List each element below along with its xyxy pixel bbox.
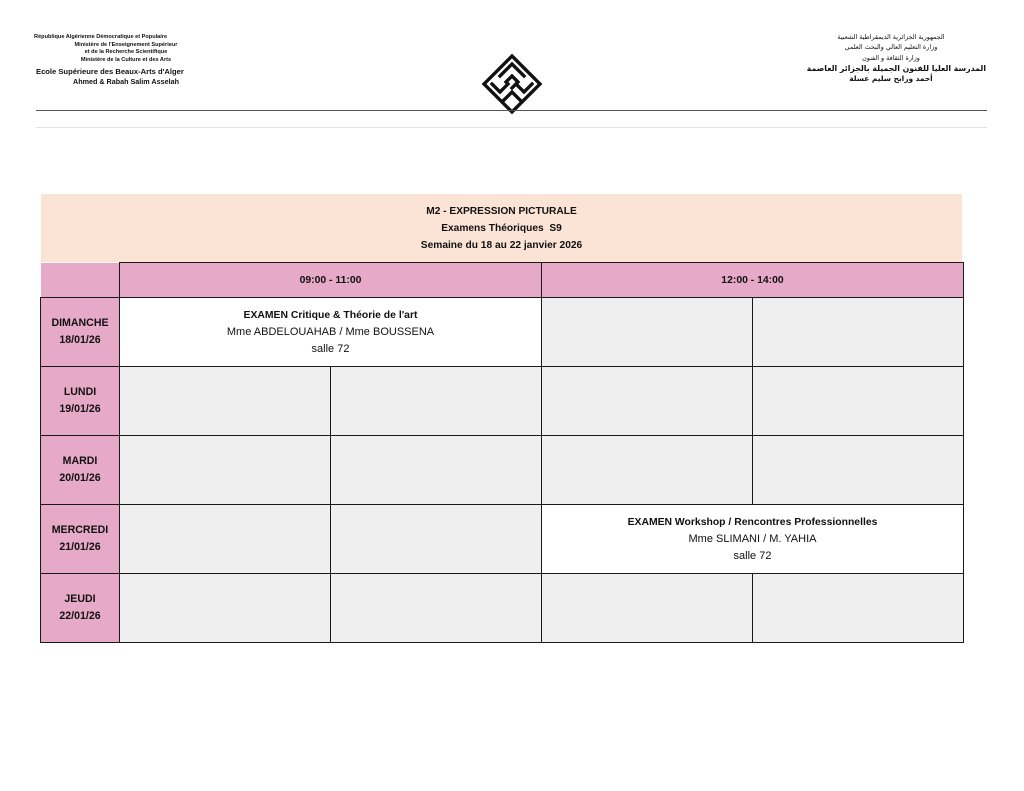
exam-cell	[120, 298, 542, 367]
school-name-ar: المدرسة العليا للفنون الجميلة بالجزائر العاصمة	[806, 64, 986, 74]
empty-cell	[331, 505, 542, 574]
corner-cell	[41, 263, 120, 298]
school-name-fr: Ecole Supérieure des Beaux-Arts d'Alger	[36, 67, 184, 77]
day-label	[41, 505, 120, 574]
header-right-institution	[796, 32, 986, 84]
day-date: 21/01/26	[59, 541, 101, 553]
day-row-lundi	[41, 367, 964, 436]
day-name: MARDI	[62, 455, 98, 467]
republic-fr: République Algérienne Démocratique et Populaire	[34, 34, 168, 40]
empty-cell	[120, 367, 331, 436]
empty-cell	[542, 367, 753, 436]
day-row-jeudi	[41, 574, 964, 643]
day-name: JEUDI	[64, 593, 96, 605]
empty-cell	[331, 574, 542, 643]
republic-ar: الجمهورية الجزائرية الديمقراطية الشعبية	[837, 33, 945, 41]
exam-teachers: Mme ABDELOUAHAB / Mme BOUSSENA	[226, 325, 435, 338]
day-label	[41, 574, 120, 643]
empty-cell	[542, 298, 753, 367]
day-row-dimanche	[41, 298, 964, 367]
header-divider	[36, 110, 987, 111]
day-row-mardi	[41, 436, 964, 505]
day-label	[41, 436, 120, 505]
school-patrons-fr: Ahmed & Rabah Salim Asselah	[73, 76, 179, 86]
empty-cell	[753, 298, 964, 367]
slot-morning-header: 09:00 - 11:00	[120, 263, 542, 298]
empty-cell	[120, 436, 331, 505]
day-date: 19/01/26	[59, 403, 101, 415]
school-patrons-ar: أحمد ورابح سليم عسلة	[849, 74, 933, 84]
ministry-research-fr: et de la Recherche Scientifique	[84, 49, 168, 56]
day-label	[41, 298, 120, 367]
empty-cell	[120, 574, 331, 643]
day-date: 18/01/26	[59, 334, 101, 346]
schedule-title-band	[41, 194, 962, 262]
exam-room: salle 72	[311, 342, 350, 355]
exam-cell	[542, 505, 964, 574]
header-divider-light	[36, 127, 987, 128]
empty-cell	[542, 574, 753, 643]
exam-teachers: Mme SLIMANI / M. YAHIA	[688, 532, 817, 545]
empty-cell	[753, 367, 964, 436]
empty-cell	[120, 505, 331, 574]
empty-cell	[753, 574, 964, 643]
day-name: LUNDI	[63, 386, 97, 398]
ministry-higher-education-fr: Ministère de l'Enseignement Supérieur	[74, 41, 178, 48]
day-label	[41, 367, 120, 436]
ministry-culture-ar: وزارة الثقافة و الفنون	[862, 53, 920, 62]
exam-schedule-table	[40, 262, 964, 643]
empty-cell	[753, 436, 964, 505]
empty-cell	[331, 436, 542, 505]
day-name: MERCREDI	[51, 524, 109, 536]
school-logo-icon	[480, 52, 544, 116]
slot-midday-header: 12:00 - 14:00	[542, 263, 964, 298]
ministry-higher-education-ar: وزارة التعليم العالي والبحث العلمي	[844, 43, 938, 52]
exam-title: EXAMEN Workshop / Rencontres Professionnelles	[627, 516, 878, 528]
exam-title: EXAMEN Critique & Théorie de l'art	[243, 309, 418, 321]
slot-header-row	[41, 263, 964, 298]
day-row-mercredi	[41, 505, 964, 574]
ministry-culture-fr: Ministère de la Culture et des Arts	[80, 56, 172, 63]
exam-room: salle 72	[733, 549, 772, 562]
header-left-institution	[36, 34, 216, 86]
empty-cell	[542, 436, 753, 505]
program-title: M2 - EXPRESSION PICTURALE	[426, 206, 577, 217]
exam-type-title: Examens Théoriques S9	[441, 223, 562, 234]
day-date: 20/01/26	[59, 472, 101, 484]
empty-cell	[331, 367, 542, 436]
day-date: 22/01/26	[59, 610, 101, 622]
day-name: DIMANCHE	[51, 317, 109, 329]
week-title: Semaine du 18 au 22 janvier 2026	[420, 240, 583, 251]
